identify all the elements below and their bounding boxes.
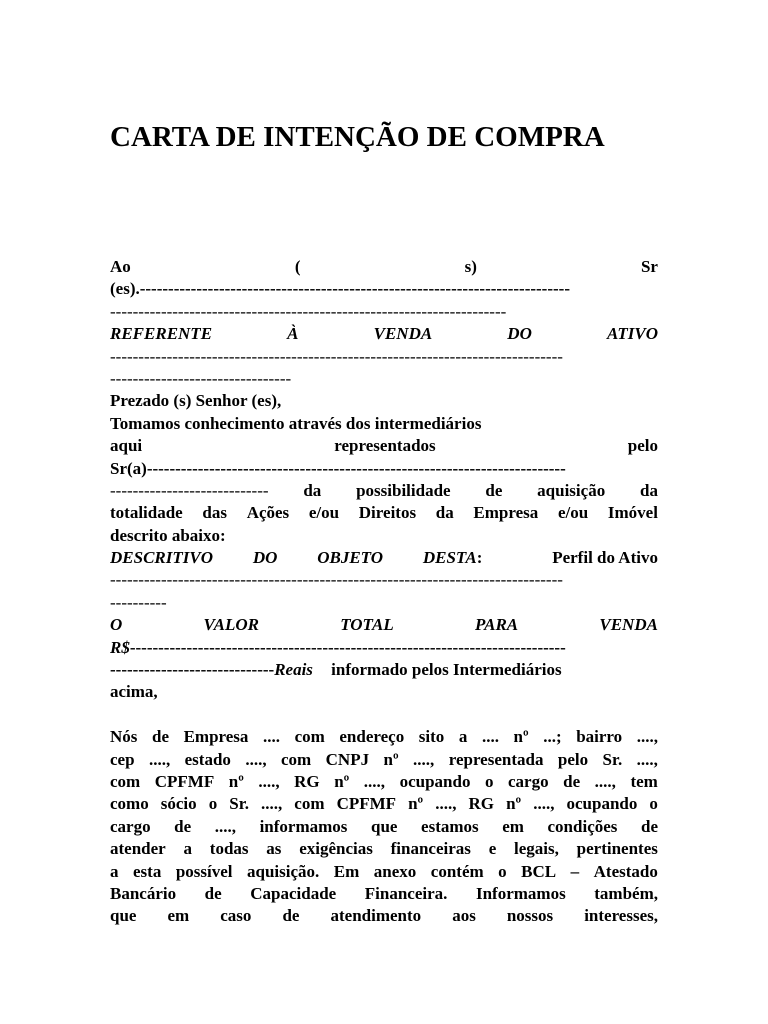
address-word: Ao [110,257,131,276]
paragraph-word: Financeira. [364,883,448,903]
paragraph-line [110,883,658,905]
descritivo-dash-line: -------------------------------------------------------------------------------- [110,570,563,590]
paragraph-word: contém [430,861,484,881]
paragraph-word: atendimento [330,906,422,926]
paragraph-word: o [208,794,218,814]
paragraph-word: e [488,839,497,859]
valor-dashes: ----------------------------- [110,660,275,680]
paragraph-word: BCL [521,861,557,881]
paragraph-word: Sr. [602,749,623,769]
referente-word: VENDA [373,324,433,344]
valor-rs-line [110,637,658,659]
referente-dash-line: -------------------------------------------------------------------------------- [110,346,563,366]
paragraph-word: todas [209,839,249,859]
referente-dash-line: -------------------------------- [110,368,292,388]
paragraph-line [110,771,658,793]
paragraph-word: com [294,727,325,747]
paragraph-word: atender [110,839,166,859]
paragraph-word: informamos [259,816,348,836]
paragraph-word: ocupando [566,794,638,814]
intro-word: das [202,503,227,523]
paragraph-word: de [204,883,222,903]
paragraph-word: legais, [514,839,559,859]
intro-word: da [303,480,322,500]
paragraph-word: ocupando [399,771,471,791]
paragraph-word: ...., [363,771,386,791]
paragraph-word: RG [294,771,320,791]
paragraph-word: possível [175,861,233,881]
intro-sra: Sr(a)-------------------------------------------------------------------------- [110,458,566,478]
paragraph-word: Sr. [229,794,249,814]
paragraph-word: com [294,794,325,814]
intro-word: e/ou [308,503,340,523]
paragraph-word: ...., [533,794,555,814]
valor-word: PARA [474,615,519,635]
paragraph-word: RG [468,794,495,814]
intro-word: representados [334,436,436,456]
valor-word: VALOR [203,615,259,635]
descritivo-dash-line: ---------- [110,592,167,612]
valor-rs-dashes: ----------------------------------------------------------------------------- [129,637,566,657]
intro-word: Empresa [473,503,539,523]
paragraph-word: cargo [508,771,549,791]
paragraph-word: Capacidade [250,883,337,903]
paragraph-word: de [282,906,300,926]
paragraph-word: CPFMF [336,794,397,814]
intro-line: Tomamos conhecimento através dos intermediários [110,413,482,433]
paragraph-line [110,838,658,860]
descritivo-desta-group [423,547,483,569]
referente-line [110,323,658,345]
address-word: s) [464,257,477,276]
paragraph-word: de [640,816,658,836]
paragraph-word: .... [263,727,280,747]
intro-word: da [640,480,658,500]
address-dash-line: ---------------------------------------------------------------------- [110,301,507,321]
descritivo-colon: : [476,548,483,568]
paragraph-word: anexo [373,861,417,881]
paragraph-word: ...., [435,794,457,814]
paragraph-word: as [266,839,282,859]
descritivo-perfil: Perfil do Ativo [552,548,658,568]
intro-word: Imóvel [607,503,658,523]
paragraph-word: nº [506,794,522,814]
paragraph-word: nº [383,749,399,769]
intro-line: descrito abaixo: [110,525,226,545]
paragraph-word: sito [418,727,445,747]
paragraph-word: que [110,906,137,926]
valor-word: TOTAL [340,615,394,635]
intro-word: aqui [110,436,143,456]
address-tail: (es).---------------------------------------------------------------------------- [110,279,570,299]
intro-line [110,502,658,524]
paragraph-word: o [649,794,658,814]
paragraph-word: Bancário [110,883,177,903]
paragraph-line [110,749,658,771]
paragraph-word: com [110,771,141,791]
paragraph-word: representada [448,749,544,769]
intro-line [110,435,658,457]
paragraph-word: o [484,771,494,791]
paragraph-word: nº [513,727,529,747]
letter-body [110,256,658,928]
paragraph-word: esta [133,861,162,881]
paragraph-word: estado [184,749,231,769]
paragraph-word: cep [110,749,135,769]
paragraph-word: a [458,727,468,747]
paragraph-word: ...., [636,727,658,747]
paragraph-word: Nós [110,727,138,747]
descritivo-word: DO [252,548,278,568]
paragraph-word: sócio [160,794,197,814]
intro-word: pelo [627,436,658,456]
valor-line [110,614,658,636]
valor-currency: R$ [110,637,130,657]
paragraph-word: de [174,816,192,836]
descritivo-line [110,547,658,569]
paragraph-word: interesses, [584,906,658,926]
intro-word: Direitos [358,503,417,523]
paragraph-word: aos [452,906,476,926]
intro-word: de [485,480,503,500]
intro-word: possibilidade [356,480,451,500]
valor-acima: acima, [110,682,158,702]
paragraph-word: em [502,816,524,836]
paragraph-word: ...., [245,749,267,769]
intro-line [110,480,658,502]
paragraph-word: nossos [506,906,554,926]
paragraph-word: de [563,771,581,791]
paragraph-word: exigências [299,839,373,859]
intro-word: e/ou [557,503,589,523]
paragraph-word: CPFMF [154,771,215,791]
paragraph-word: tem [630,771,658,791]
paragraph-word: em [167,906,190,926]
paragraph-word: bairro [576,727,623,747]
valor-tail: informado pelos Intermediários [331,660,562,680]
paragraph-word: ...., [258,771,280,791]
referente-word: À [287,324,299,344]
valor-word: O [110,615,123,635]
paragraph-word: estamos [421,816,479,836]
paragraph-word: nº [334,771,350,791]
paragraph-word: ...., [594,771,616,791]
paragraph-line [110,793,658,815]
intro-word: Ações [246,503,290,523]
address-line [110,256,658,278]
paragraph-word: Informamos [475,883,566,903]
paragraph-word: pertinentes [576,839,658,859]
intro-word: aquisição [537,480,606,500]
paragraph-word: de [151,727,169,747]
address-continuation [110,278,658,300]
paragraph-gap [110,704,658,726]
paragraph-word: Atestado [593,861,658,881]
paragraph-word: ...; [543,727,562,747]
referente-word: REFERENTE [110,324,213,344]
paragraph-word: – [570,861,580,881]
paragraph-word: cargo [110,816,151,836]
intro-word: totalidade [110,503,183,523]
valor-word: VENDA [599,615,658,635]
paragraph-line [110,726,658,748]
paragraph-word: o [498,861,507,881]
descritivo-word: DESTA [422,548,477,568]
paragraph-word: aquisição. [247,861,320,881]
paragraph-word: .... [481,727,499,747]
paragraph-word: nº [408,794,424,814]
paragraph-word: ...., [148,749,171,769]
intro-word: da [435,503,454,523]
paragraph-word: com [281,749,312,769]
intro-dashes: ---------------------------- [110,480,269,500]
paragraph-word: endereço [339,727,405,747]
paragraph-line [110,861,658,883]
paragraph-word: condições [547,816,618,836]
paragraph-word: pelo [557,749,589,769]
paragraph-word: nº [228,771,244,791]
document-title: CARTA DE INTENÇÃO DE COMPRA [110,121,605,153]
intro-line [110,458,658,480]
paragraph-word: Empresa [183,727,249,747]
paragraph-word: ...., [261,794,283,814]
valor-reais-line [110,659,658,681]
referente-word: DO [507,324,532,344]
address-word: ( [294,257,301,276]
paragraph-word: Em [333,861,360,881]
paragraph-word: ...., [636,749,658,769]
paragraph-line [110,816,658,838]
paragraph-word: como [110,794,149,814]
paragraph-word: financeiras [390,839,471,859]
paragraph-word: a [110,861,119,881]
paragraph-line [110,905,658,927]
paragraph-word: a [183,839,192,859]
descritivo-word: OBJETO [317,548,384,568]
descritivo-word: DESCRITIVO [110,548,213,568]
valor-reais: Reais [274,660,313,680]
paragraph-word: CNPJ [325,749,370,769]
salutation: Prezado (s) Senhor (es), [110,391,282,411]
paragraph-word: também, [594,883,658,903]
paragraph-word: ...., [413,749,435,769]
paragraph-word: caso [220,906,252,926]
referente-word: ATIVO [606,324,658,344]
paragraph-word: ...., [214,816,236,836]
paragraph-word: que [370,816,398,836]
address-word: Sr [640,257,658,276]
